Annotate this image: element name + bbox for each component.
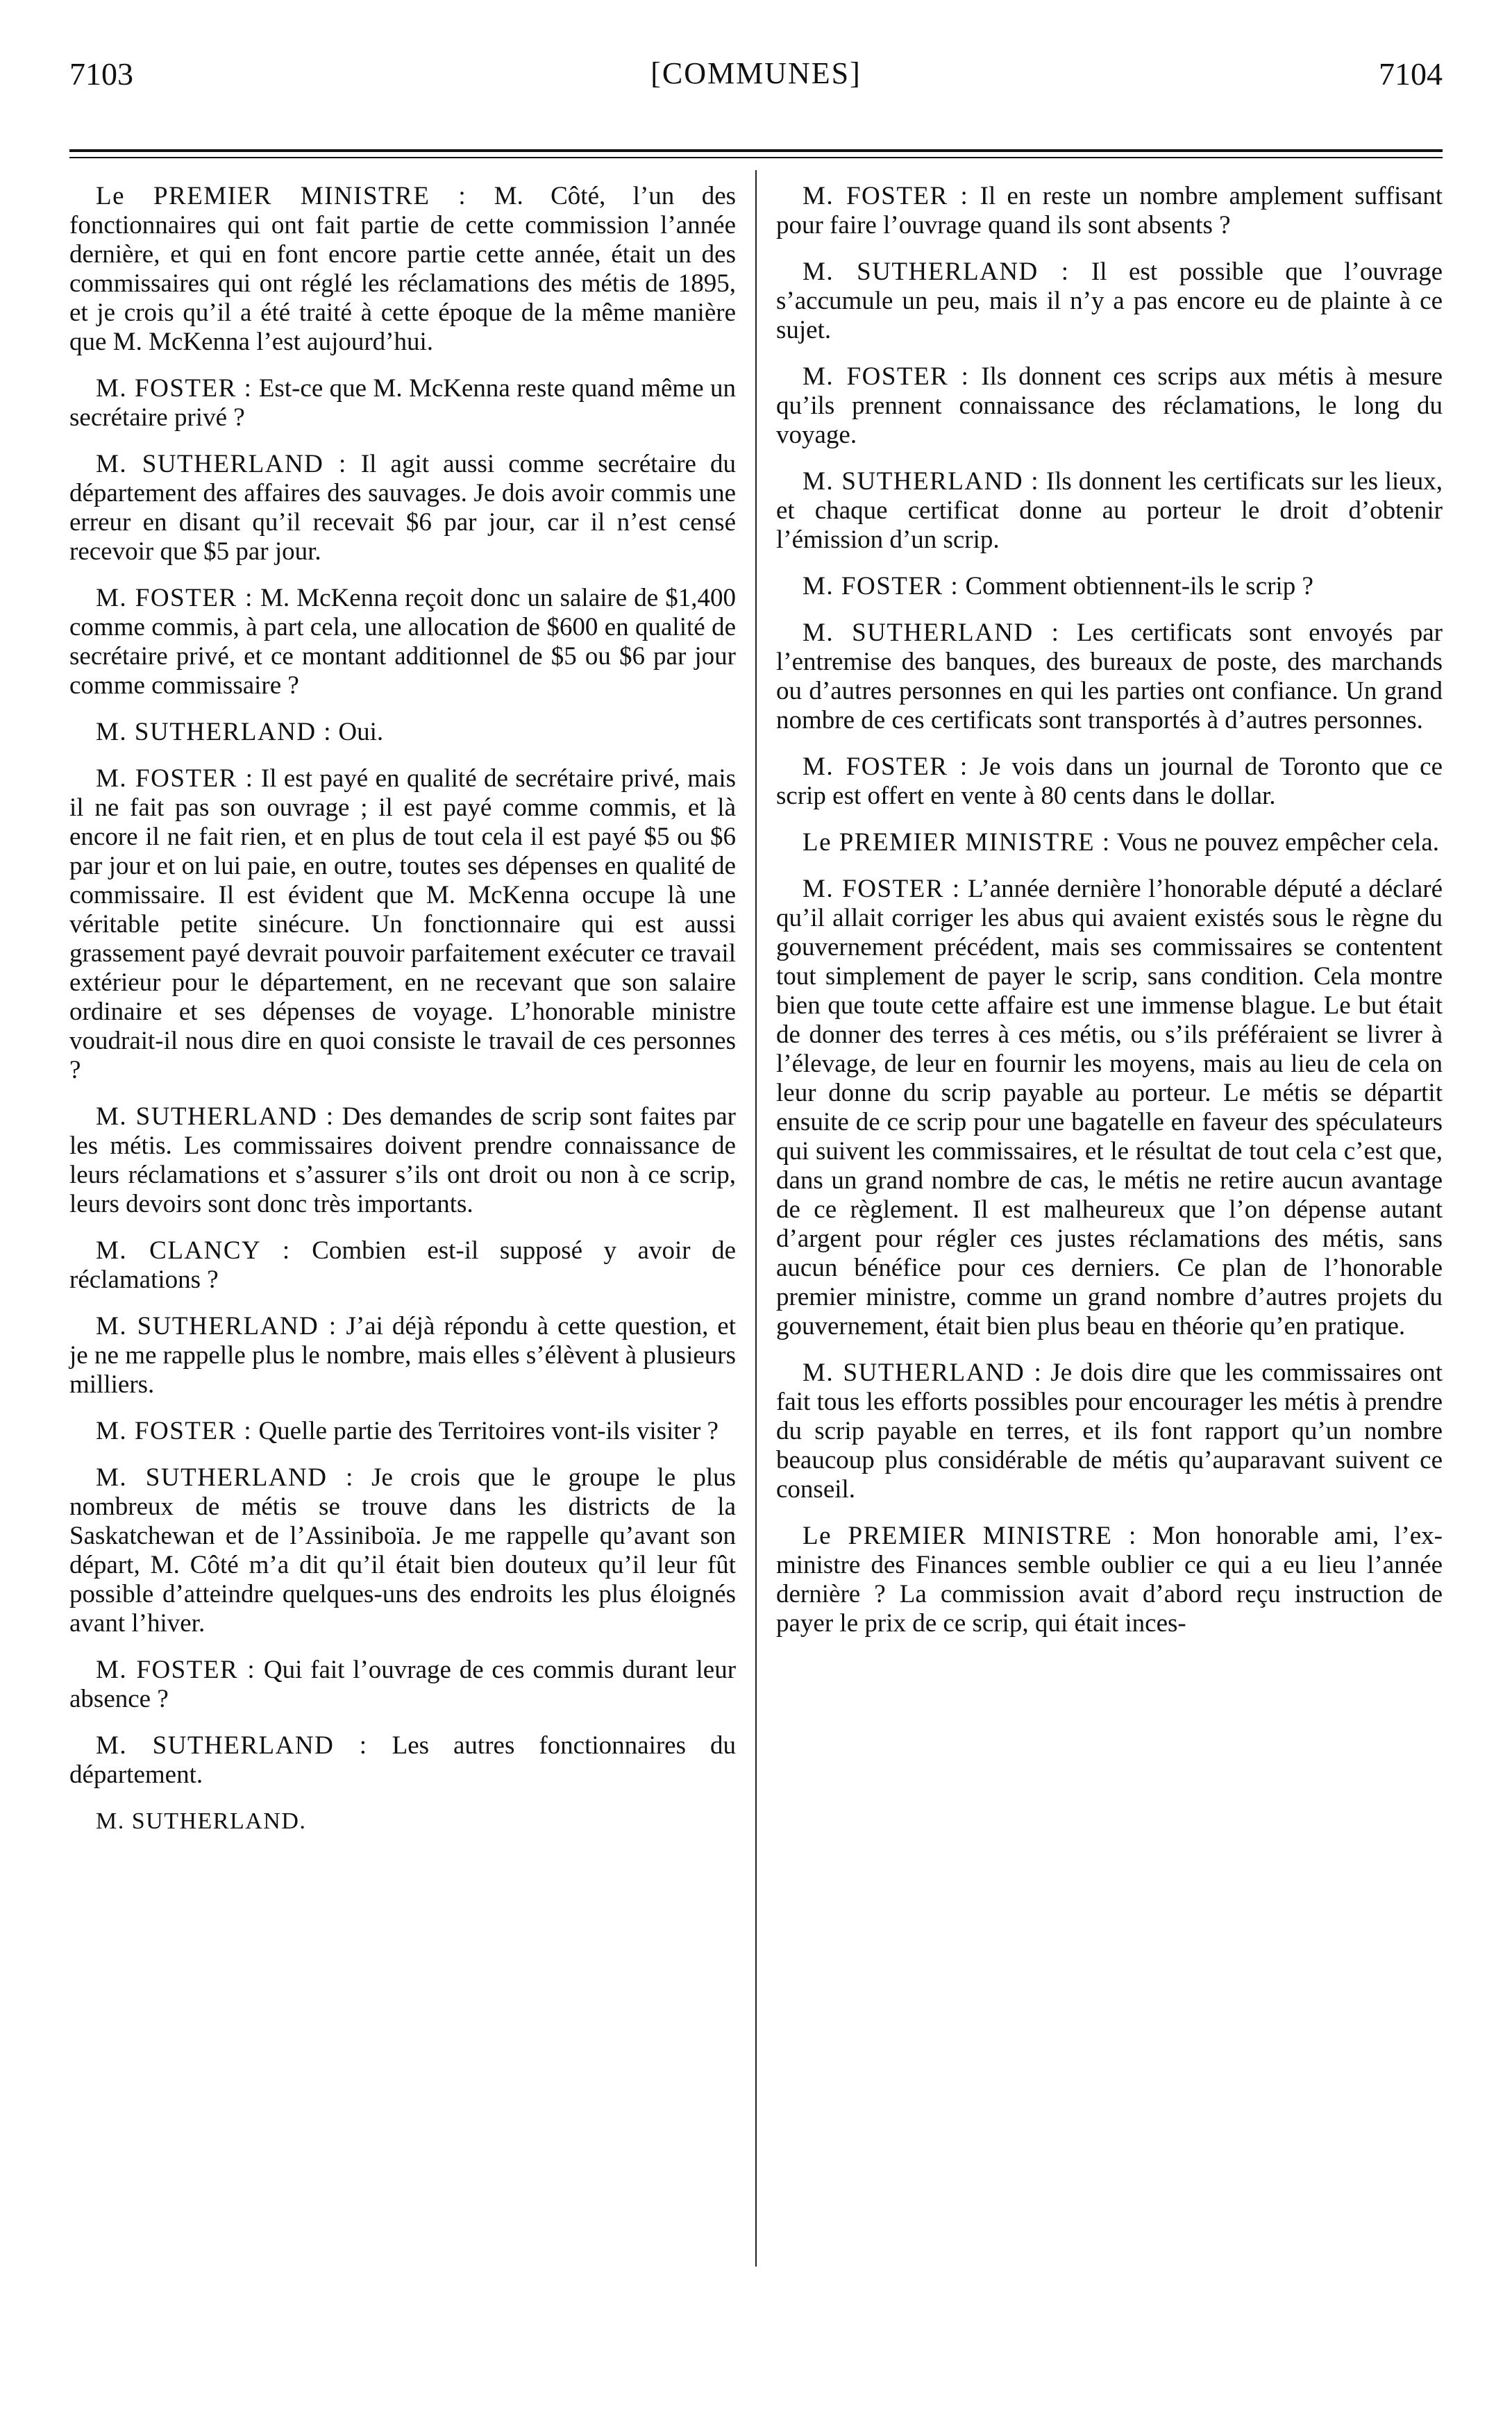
speaker-name: M. SUTHERLAND : <box>96 1731 368 1760</box>
header-rule-thin <box>69 157 1443 158</box>
footer-speaker-name: M. SUTHERLAND. <box>96 1808 307 1834</box>
paragraph <box>776 753 1443 811</box>
right-column <box>776 182 1443 1656</box>
speaker-name: M. FOSTER : <box>803 875 961 903</box>
paragraph <box>776 828 1443 857</box>
speech-text: Comment obtiennent-ils le scrip ? <box>965 572 1313 600</box>
paragraph <box>69 1656 736 1714</box>
page-number-right: 7104 <box>1379 56 1443 92</box>
page-header <box>69 56 1443 125</box>
speech-text: Les certificats sont envoyés par l’entremise des banques, des bureaux de poste, des marchands ou d’autres personnes en qui les parties ont confiance. Un grand nombre de ces certificats sont transportés à d’autres personnes. <box>776 619 1443 734</box>
speech-text: Combien est-il supposé y avoir de réclamations ? <box>69 1236 736 1294</box>
paragraph <box>776 258 1443 345</box>
paragraph <box>69 718 736 747</box>
speech-text: Il est payé en qualité de secrétaire privé, mais il ne fait pas son ouvrage ; il est payé comme commis, et là encore il ne fait rien, et en plus de tout cela il est payé $5 ou $6 par jour et on lui paie, en outre, toutes ses dépenses en qualité de commissaire. Il est évident que M. McKenna occupe là une véritable petite sinécure. Un fonctionnaire qui est aussi grassement payé devrait pouvoir parfaitement exécuter ce travail extérieur pour le département, en ne recevant que son salaire ordinaire et ses dépenses de voyage. L’honorable ministre voudrait-il nous dire en quoi consiste le travail de ces personnes ? <box>69 764 737 1084</box>
paragraph <box>69 764 736 1085</box>
speech-text: Des demandes de scrip sont faites par les métis. Les commissaires doivent prendre connaissance de leurs réclamations et s’assurer s’ils ont droit ou non à ce scrip, leurs devoirs sont donc très importants. <box>69 1102 736 1218</box>
speech-text: Il en reste un nombre amplement suffisant pour faire l’ouvrage quand ils sont absents ? <box>776 182 1443 239</box>
speaker-name: M. FOSTER : <box>96 1417 253 1445</box>
speaker-name: M. SUTHERLAND : <box>96 1312 337 1340</box>
paragraph <box>69 1417 736 1446</box>
speech-text: Il est possible que l’ouvrage s’accumule un peu, mais il n’y a pas encore eu de plainte à ce sujet. <box>776 258 1443 344</box>
paragraph <box>776 619 1443 735</box>
paragraph <box>69 584 736 700</box>
speech-text: Mon honorable ami, l’ex-ministre des Finances semble oublier ce qui a eu lieu l’année dernière ? La commission avait d’abord reçu instruction de payer le prix de ce scrip, qui était inces- <box>776 1522 1443 1638</box>
speaker-name: M. FOSTER : <box>96 584 253 612</box>
speaker-name: M. SUTHERLAND : <box>96 1463 354 1492</box>
speech-text: M. McKenna reçoit donc un salaire de $1,400 comme commis, à part cela, une allocation de $600 en qualité de secrétaire privé, et ce montant additionnel de $5 ou $6 par jour comme commissaire ? <box>69 584 737 700</box>
speaker-name: M. FOSTER : <box>803 753 968 781</box>
paragraph <box>69 182 736 357</box>
speech-text: Vous ne pouvez empêcher cela. <box>1116 828 1439 857</box>
paragraph <box>776 182 1443 240</box>
speech-text: J’ai déjà répondu à cette question, et je ne me rappelle plus le nombre, mais elles s’élèvent à plusieurs milliers. <box>69 1312 737 1399</box>
paragraph <box>69 374 736 432</box>
speaker-name: Le PREMIER MINISTRE : <box>803 828 1111 857</box>
column-divider <box>755 170 757 2267</box>
paragraph <box>776 875 1443 1341</box>
speech-text: Je dois dire que les commissaires ont fait tous les efforts possibles pour encourager les métis à prendre du scrip payable en terres, et ils font rapport qu’un nombre beaucoup plus considérable de métis qu’auparavant suivent ce conseil. <box>776 1359 1443 1504</box>
speech-text: L’année dernière l’honorable député a déclaré qu’il allait corriger les abus qui avaient existés sous le règne du gouvernement précédent, mais ses commissaires se contentent tout simplement de payer le scrip, sans condition. Cela montre bien que toute cette affaire est une immense blague. Le but était de donner des terres à ces métis, ou s’ils préféraient se livrer à l’élevage, de leur en fournir les moyens, mais au lieu de cela on leur donne du scrip payable au porteur. Le métis se départit ensuite de ce scrip pour une bagatelle en faveur des spéculateurs qui suivent les commissaires, et le résultat de tout cela c’est que, dans un grand nombre de cas, le métis ne retire aucun avantage de ce règlement. Il est malheureux que l’on dépense autant d’argent pour régler ces justes réclamations des métis, sans aucun bénéfice pour ces derniers. Ce plan de l’honorable premier ministre, comme un grand nombre d’autres projets du gouvernement, était bien plus beau en théorie qu’en pratique. <box>776 875 1443 1340</box>
speaker-name: M. SUTHERLAND : <box>803 619 1060 647</box>
speaker-name: M. SUTHERLAND : <box>803 258 1070 286</box>
paragraph <box>69 1731 736 1790</box>
paragraph <box>69 1102 736 1219</box>
speaker-name: M. FOSTER : <box>803 182 969 210</box>
speech-text: Qui fait l’ouvrage de ces commis durant leur absence ? <box>69 1656 737 1713</box>
speech-text: Les autres fonctionnaires du département. <box>69 1731 737 1789</box>
speech-text: Il agit aussi comme secrétaire du département des affaires des sauvages. Je dois avoir commis une erreur en disant qu’il recevait $6 par jour, car il n’est censé recevoir que $5 par jour. <box>69 450 736 566</box>
speaker-name: M. SUTHERLAND : <box>803 1359 1043 1387</box>
speaker-name: M. FOSTER : <box>96 1656 256 1684</box>
paragraph <box>776 1522 1443 1638</box>
speaker-name: M. FOSTER : <box>803 572 959 600</box>
speech-text: Oui. <box>338 718 384 746</box>
speaker-name: M. SUTHERLAND : <box>96 1102 335 1131</box>
paragraph <box>69 450 736 566</box>
paragraph <box>69 1236 736 1295</box>
speech-text: Est-ce que M. McKenna reste quand même un secrétaire privé ? <box>69 374 737 432</box>
paragraph <box>776 1359 1443 1504</box>
speaker-name: M. FOSTER : <box>803 362 970 391</box>
speech-text: Je vois dans un journal de Toronto que ce scrip est offert en vente à 80 cents dans le dollar. <box>776 753 1443 810</box>
paragraph <box>776 572 1443 601</box>
paragraph <box>69 1312 736 1399</box>
speaker-name: M. SUTHERLAND : <box>96 718 333 746</box>
speaker-name: M. FOSTER : <box>96 764 254 793</box>
running-title: [COMMUNES] <box>650 56 862 90</box>
speech-text: Ils donnent ces scrips aux métis à mesure qu’ils prennent connaissance des réclamations, le long du voyage. <box>776 362 1443 449</box>
speech-text: Je crois que le groupe le plus nombreux de métis se trouve dans les districts de la Saskatchewan et de l’Assiniboïa. Je me rappelle qu’avant son départ, M. Côté m’a dit qu’il était bien douteux qu’il leur fût possible d’atteindre quelques-uns des endroits les plus éloignés avant l’hiver. <box>69 1463 736 1638</box>
paragraph <box>776 467 1443 555</box>
speaker-name: Le PREMIER MINISTRE : <box>803 1522 1137 1550</box>
header-rule-thick <box>69 149 1443 152</box>
speech-text: Ils donnent les certificats sur les lieux, et chaque certificat donne au porteur le droit d’obtenir l’émission d’un scrip. <box>776 467 1443 554</box>
speech-text: Quelle partie des Territoires vont-ils visiter ? <box>258 1417 719 1445</box>
speaker-name: M. FOSTER : <box>96 374 253 403</box>
speaker-name: Le PREMIER MINISTRE : <box>96 182 467 210</box>
paragraph <box>776 362 1443 450</box>
speaker-name: M. SUTHERLAND : <box>96 450 347 478</box>
speaker-name: M. CLANCY : <box>96 1236 291 1265</box>
left-column <box>69 182 736 1853</box>
paragraph <box>69 1463 736 1638</box>
speaker-name: M. SUTHERLAND : <box>803 467 1040 496</box>
speech-text: M. Côté, l’un des fonctionnaires qui ont fait partie de cette commission l’année dernière, et qui en font encore partie cette année, était un des commissaires qui ont réglé les réclamations des métis de 1895, et je crois qu’il a été traité à cette époque de la même manière que M. McKenna l’est aujourd’hui. <box>69 182 737 356</box>
page-number-left: 7103 <box>69 56 133 92</box>
